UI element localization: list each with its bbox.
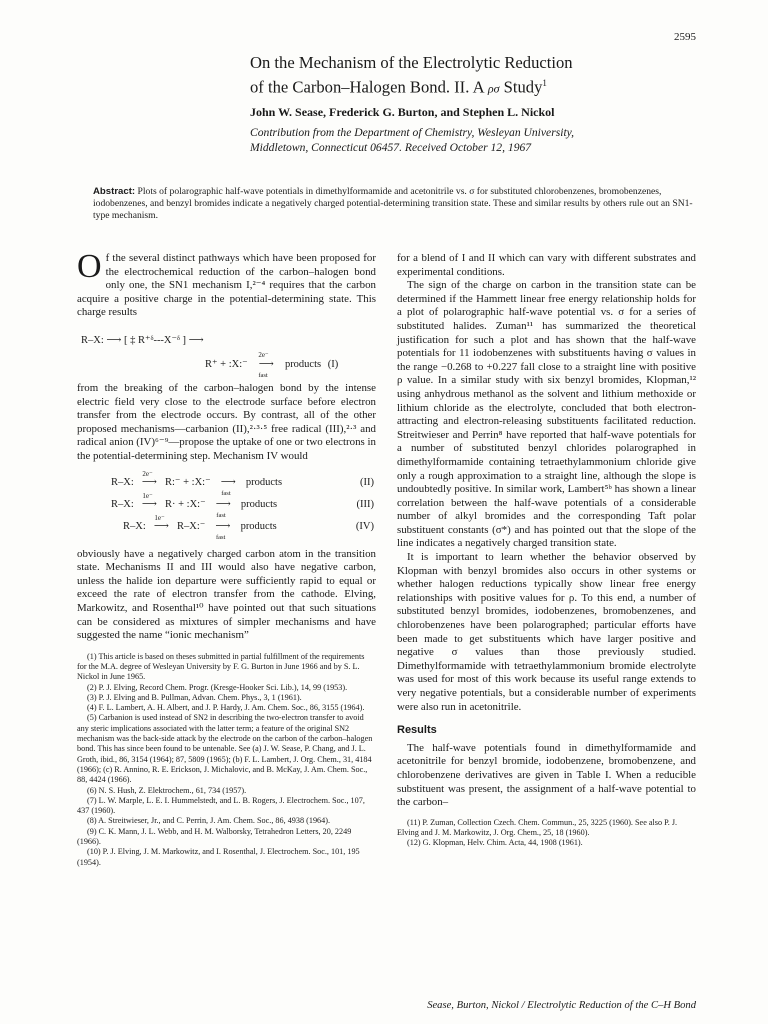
footnote: (8) A. Streitwieser, Jr., and C. Perrin, J. Am. Chem. Soc., 86, 4938 (1964). — [87, 816, 330, 826]
title-line-1: On the Mechanism of the Electrolytic Reduction — [250, 53, 573, 72]
page-number: 2595 — [674, 31, 696, 43]
intro-text: f the several distinct pathways which have been proposed for the electrochemical reduction of the carbon–halogen bond only one, the SN1 mechanism I,²⁻⁴ requires that the carbon acquire a positive charge in the potential-determining state. This charge results — [77, 252, 376, 319]
footnote: (11) P. Zuman, Collection Czech. Chem. Commun., 25, 3225 (1960). See also P. J. Elving and J. M. Markowitz, J. Org. Chem., 25, 18 (1960). — [397, 817, 678, 838]
running-footer: Sease, Burton, Nickol / Electrolytic Reduction of the C–H Bond — [427, 1000, 696, 1011]
paragraph-results: The half-wave potentials found in dimethylformamide and acetonitrile for benzyl bromide, iodobenzene, bromobenzene, and chlorobenzene derivatives are given in Table I. When a reducible substituent was present, the assignment of a half-wave potential to the carbon– — [397, 741, 696, 809]
left-column — [77, 248, 376, 868]
paragraph-transition: obviously have a negatively charged carbon atom in the transition state. Mechanisms II and III would also have negative carbon, unless the halide ion departure were sufficiently rapid to equal or exceed the rate of electron transfer from the cathode. Elving, Markowitz, and Rosenthal¹⁰ have pointed out that such situations can be considered as mixtures of simpler mechanisms and have suggested the name “ionic mechanism” — [77, 547, 376, 642]
footnote: (10) P. J. Elving, J. M. Markowitz, and I. Rosenthal, J. Electrochem. Soc., 101, 195 (1954). — [77, 847, 360, 867]
right-column — [397, 252, 696, 849]
article-title — [250, 52, 710, 100]
abstract-label: Abstract: — [93, 186, 136, 197]
equation-II-label: (II) — [360, 476, 374, 488]
abstract-text: Plots of polarographic half-wave potentials in dimethylformamide and acetonitrile vs. σ for substituted chlorobenzenes, bromobenzenes, iodobenzenes, and benzyl bromides indicate a negatively charged potential-determining transition state. These and similar results by others rule out an SN1-type mechanism. — [93, 186, 693, 222]
equation-I-line-1: R–X: ⟶ [ ‡ R⁺ᵟ---X⁻ᵟ ] ⟶ — [81, 334, 204, 346]
affiliation-line-1: Contribution from the Department of Chemistry, Wesleyan University, — [250, 126, 575, 139]
footnotes-right — [397, 818, 696, 849]
paragraph-objective: It is important to learn whether the behavior observed by Klopman with benzyl bromides also occurs in other systems or whether halogen reductions typically show linear free energy relationships with positive values for ρ. To this end, a number of substituted benzyl bromides, iodobenzenes, bromobenzenes, and chlorobenzenes have been polarographed; particular efforts have been made to get substituents which have larger positive and negative σ values than those previously studied. Dimethylformamide with tetraethylammonium bromide electrolyte was used for most of this work because its useful range extends to very negative potentials, but a considerable number of experiments were also run in acetonitrile. — [397, 551, 696, 713]
footnote: (6) N. S. Hush, Z. Elektrochem., 61, 734 (1957). — [87, 785, 247, 795]
footnote: (5) Carbanion is used instead of SN2 in describing the two-electron transfer to avoid any steric implications associated with the latter term; a feature of the original SN2 mechanism was the back-side attack by the electrode on the carbon of the carbon–halogen bond. This has since been found to be untenable. See (a) J. W. Sease, P. Chang, and J. L. Groth, ibid., 86, 3154 (1964); 87, 5809 (1965); (b) F. L. Lambert, J. Org. Chem., 31, 4184 (1966); (c) R. Annino, R. E. Erickson, J. Michalovic, and B. McKay, J. Am. Chem. Soc., 88, 4424 (1966). — [77, 713, 373, 785]
footnote: (7) L. W. Marple, L. E. I. Hummelstedt, and L. B. Rogers, J. Electrochem. Soc., 107, 437 (1960). — [77, 795, 365, 816]
footnote: (9) C. K. Mann, J. L. Webb, and H. M. Walborsky, Tetrahedron Letters, 20, 2249 (1966). — [77, 826, 352, 847]
footnote: (2) P. J. Elving, Record Chem. Progr. (Kresge-Hooker Sci. Lib.), 14, 99 (1953). — [87, 682, 348, 692]
paragraph-mechanisms: from the breaking of the carbon–halogen bond by the intense electric field very close to the electrode surface before electron transfer from the electrode occurs. By contrast, all of the other proposed mechanisms—carbanion (II),²·³·⁵ free radical (III),²·³ and radical anion (IV)⁶⁻⁹—propose the uptake of one or two electrons in the potential-determining step. Mechanism IV would — [77, 381, 376, 462]
drop-cap: O — [77, 248, 102, 285]
footnote: (3) P. J. Elving and B. Pullman, Advan. Chem. Phys., 3, 1 (1961). — [87, 692, 302, 702]
abstract — [93, 186, 697, 223]
title-line-2: of the Carbon–Halogen Bond. II. A ρσ Study$^1$ — [250, 77, 547, 97]
section-heading-results: Results — [397, 724, 437, 737]
equation-IV-label: (IV) — [355, 520, 374, 532]
equation-III-label: (III) — [356, 498, 374, 510]
equation-I-line-2: R⁺ + :X:⁻ 2e⁻ ⟶ fast products (I) — [205, 350, 339, 379]
footnote: (4) F. L. Lambert, A. H. Albert, and J. P. Hardy, J. Am. Chem. Soc., 86, 3155 (1964). — [87, 703, 365, 713]
intro-paragraph — [77, 248, 376, 320]
footnote: (1) This article is based on theses submitted in partial fulfillment of the requirements for the M.A. degree of Wesleyan University by F. G. Burton in June 1966 and by S. L. Nickol in June 1965. — [77, 651, 365, 682]
paragraph-hammett: The sign of the charge on carbon in the transition state can be determined if the Hammett linear free energy relationship holds for a plot of polarographic half-wave potential vs. σ for a series of substituted halides. Zuman¹¹ has summarized the theoretical justification for such a plot and has shown that the half-wave potentials for 11 iodobenzenes with substituents having σ values in the range −0.268 to +0.227 fall close to a straight line with positive ρ value. In a similar study with six benzyl bromides, Klopman,¹² using anhydrous methanol as the solvent and lithium methoxide or lithium chloride as the electrolyte, concluded that both electron-attracting and electron-releasing substituents facilitated reduction. Streitwieser and Perrin⁸ have reported that half-wave potentials for a number of substituted benzyl chlorides polarographed in dimethylformamide containing tetraethylammonium chloride give only a rough approximation to a straight line, although the slope is undoubtedly positive. In similar work, Lambert⁵ᵇ has shown a linear correlation between the half-wave potentials of a considerable number of alkyl bromides and the corresponding Taft polar substituent constants (σ*) and has pointed out that the slope of the line indicates a negatively charged transition state. — [397, 279, 696, 550]
equation-III: R–X: 1e⁻ ⟶ R· + :X:⁻ ⟶ fast products — [111, 491, 278, 519]
equation-I — [77, 330, 376, 379]
paragraph-blend: for a blend of I and II which can vary with different substrates and experimental conditions. — [397, 252, 696, 278]
affiliation-line-2: Middletown, Connecticut 06457. Received October 12, 1967 — [250, 141, 532, 154]
equation-IV: R–X: 1e⁻ ⟶ R–X:⁻ ⟶ fast products — [123, 513, 277, 541]
equations-II-IV — [77, 469, 376, 541]
authors: John W. Sease, Frederick G. Burton, and Stephen L. Nickol — [250, 105, 555, 119]
equation-II: R–X: 2e⁻ ⟶ R:⁻ + :X:⁻ ⟶ fast products — [111, 469, 283, 497]
footnotes-left — [77, 652, 376, 868]
affiliation — [250, 125, 710, 155]
footnote: (12) G. Klopman, Helv. Chim. Acta, 44, 1908 (1961). — [407, 838, 583, 848]
